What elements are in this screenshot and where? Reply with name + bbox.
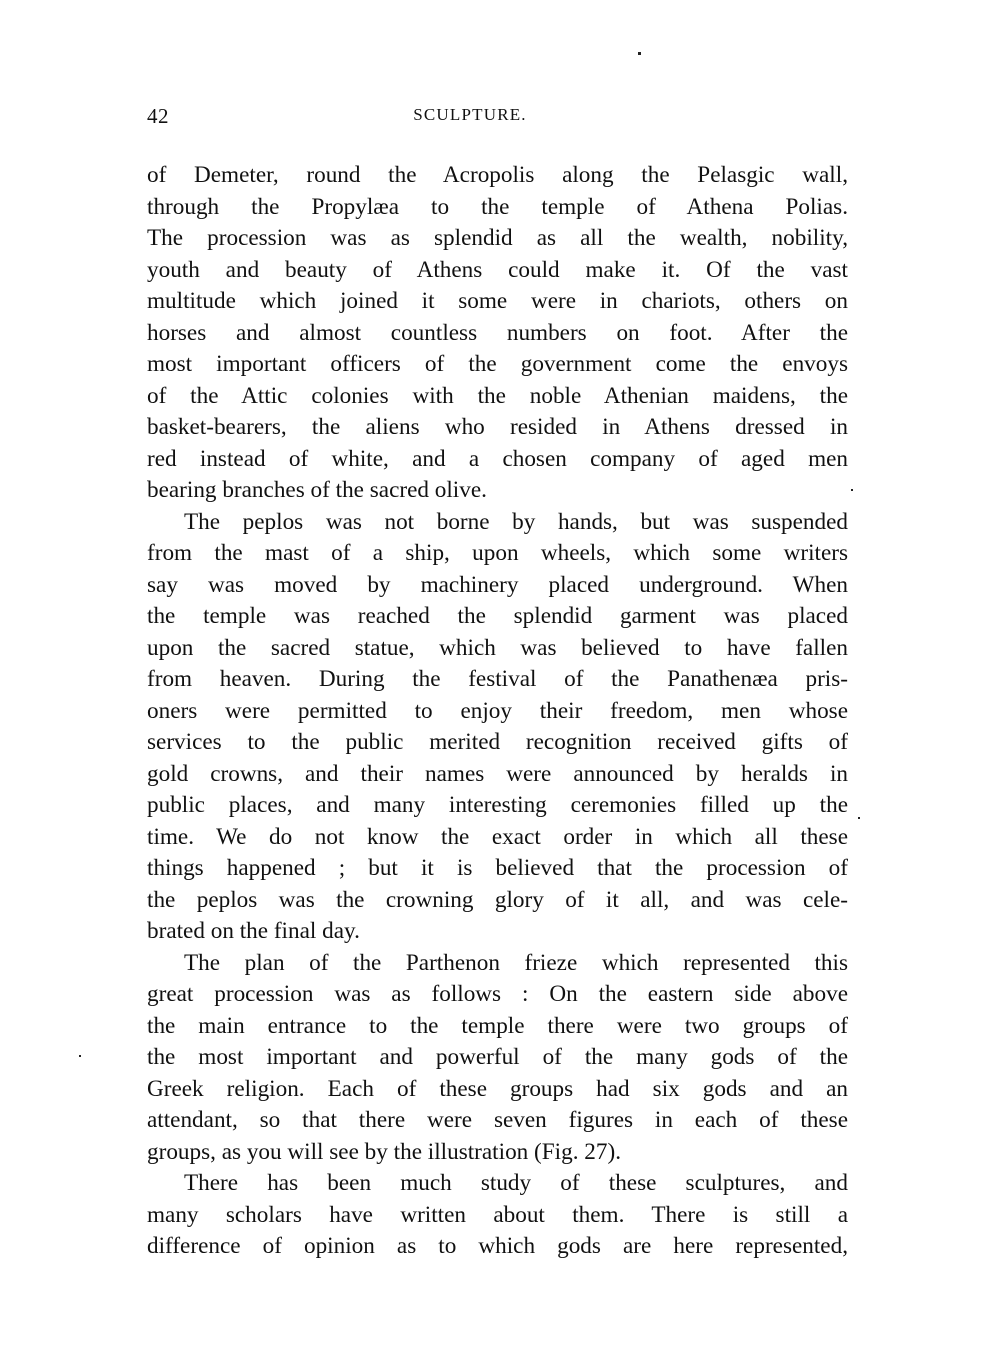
scan-speck	[858, 817, 860, 819]
text-line: Greek religion. Each of these groups had six gods and an	[147, 1075, 848, 1102]
text-line: youth and beauty of Athens could make it. Of the vast	[147, 256, 848, 283]
text-line: from the mast of a ship, upon wheels, which some writers	[147, 540, 848, 566]
text-line: the most important and powerful of the many gods of the	[147, 1044, 848, 1070]
text-line: multitude which joined it some were in chariots, others on	[147, 288, 848, 314]
text-line: horses and almost countless numbers on foot. After the	[147, 319, 848, 346]
text-line: the temple was reached the splendid garment was placed	[147, 603, 848, 629]
text-line: There has been much study of these sculptures, and	[184, 1170, 848, 1196]
text-line: brated on the final day.	[147, 918, 360, 944]
text-line: The procession was as splendid as all the wealth, nobility,	[147, 225, 848, 251]
paragraph-2	[147, 507, 848, 948]
text-line: red instead of white, and a chosen company of aged men	[147, 445, 848, 472]
text-line: many scholars have written about them. There is still a	[147, 1201, 848, 1228]
page-number: 42	[147, 104, 169, 128]
text-line: public places, and many interesting ceremonies filled up the	[147, 792, 848, 818]
text-line: services to the public merited recognition received gifts of	[147, 729, 848, 755]
text-line: The plan of the Parthenon frieze which represented this	[184, 949, 848, 976]
paragraph-1	[147, 160, 848, 507]
text-line: upon the sacred statue, which was believed to have fallen	[147, 634, 848, 661]
text-line: great procession was as follows : On the eastern side above	[147, 981, 848, 1007]
paragraph-3	[147, 948, 848, 1169]
text-line: things happened ; but it is believed that the procession of	[147, 855, 848, 881]
scan-speck	[638, 52, 641, 55]
text-line: difference of opinion as to which gods are here represented,	[147, 1233, 848, 1259]
text-line: groups, as you will see by the illustration (Fig. 27).	[147, 1138, 622, 1165]
text-line: of the Attic colonies with the noble Athenian maidens, the	[147, 382, 848, 409]
text-line: from heaven. During the festival of the Panathenæa pris-	[147, 666, 848, 692]
scan-speck	[851, 489, 853, 491]
text-line: through the Propylæa to the temple of Athena Polias.	[147, 193, 848, 220]
text-line: basket-bearers, the aliens who resided in Athens dressed in	[147, 414, 848, 440]
paragraph-4	[147, 1168, 848, 1263]
running-head	[147, 104, 848, 132]
text-line: the peplos was the crowning glory of it all, and was cele-	[147, 886, 848, 913]
text-line: the main entrance to the temple there were two groups of	[147, 1012, 848, 1039]
text-line: attendant, so that there were seven figures in each of these	[147, 1107, 848, 1133]
text-line: bearing branches of the sacred olive.	[147, 477, 487, 503]
text-line: most important officers of the government come the envoys	[147, 351, 848, 377]
body-text	[147, 160, 848, 1263]
text-line: say was moved by machinery placed underground. When	[147, 571, 848, 598]
scan-speck	[79, 1055, 81, 1057]
text-line: oners were permitted to enjoy their freedom, men whose	[147, 697, 848, 724]
text-line: time. We do not know the exact order in which all these	[147, 823, 848, 850]
text-line: of Demeter, round the Acropolis along the Pelasgic wall,	[147, 162, 848, 188]
text-line: gold crowns, and their names were announced by heralds in	[147, 760, 848, 787]
running-title: SCULPTURE.	[413, 105, 527, 124]
text-line: The peplos was not borne by hands, but was suspended	[184, 508, 848, 535]
